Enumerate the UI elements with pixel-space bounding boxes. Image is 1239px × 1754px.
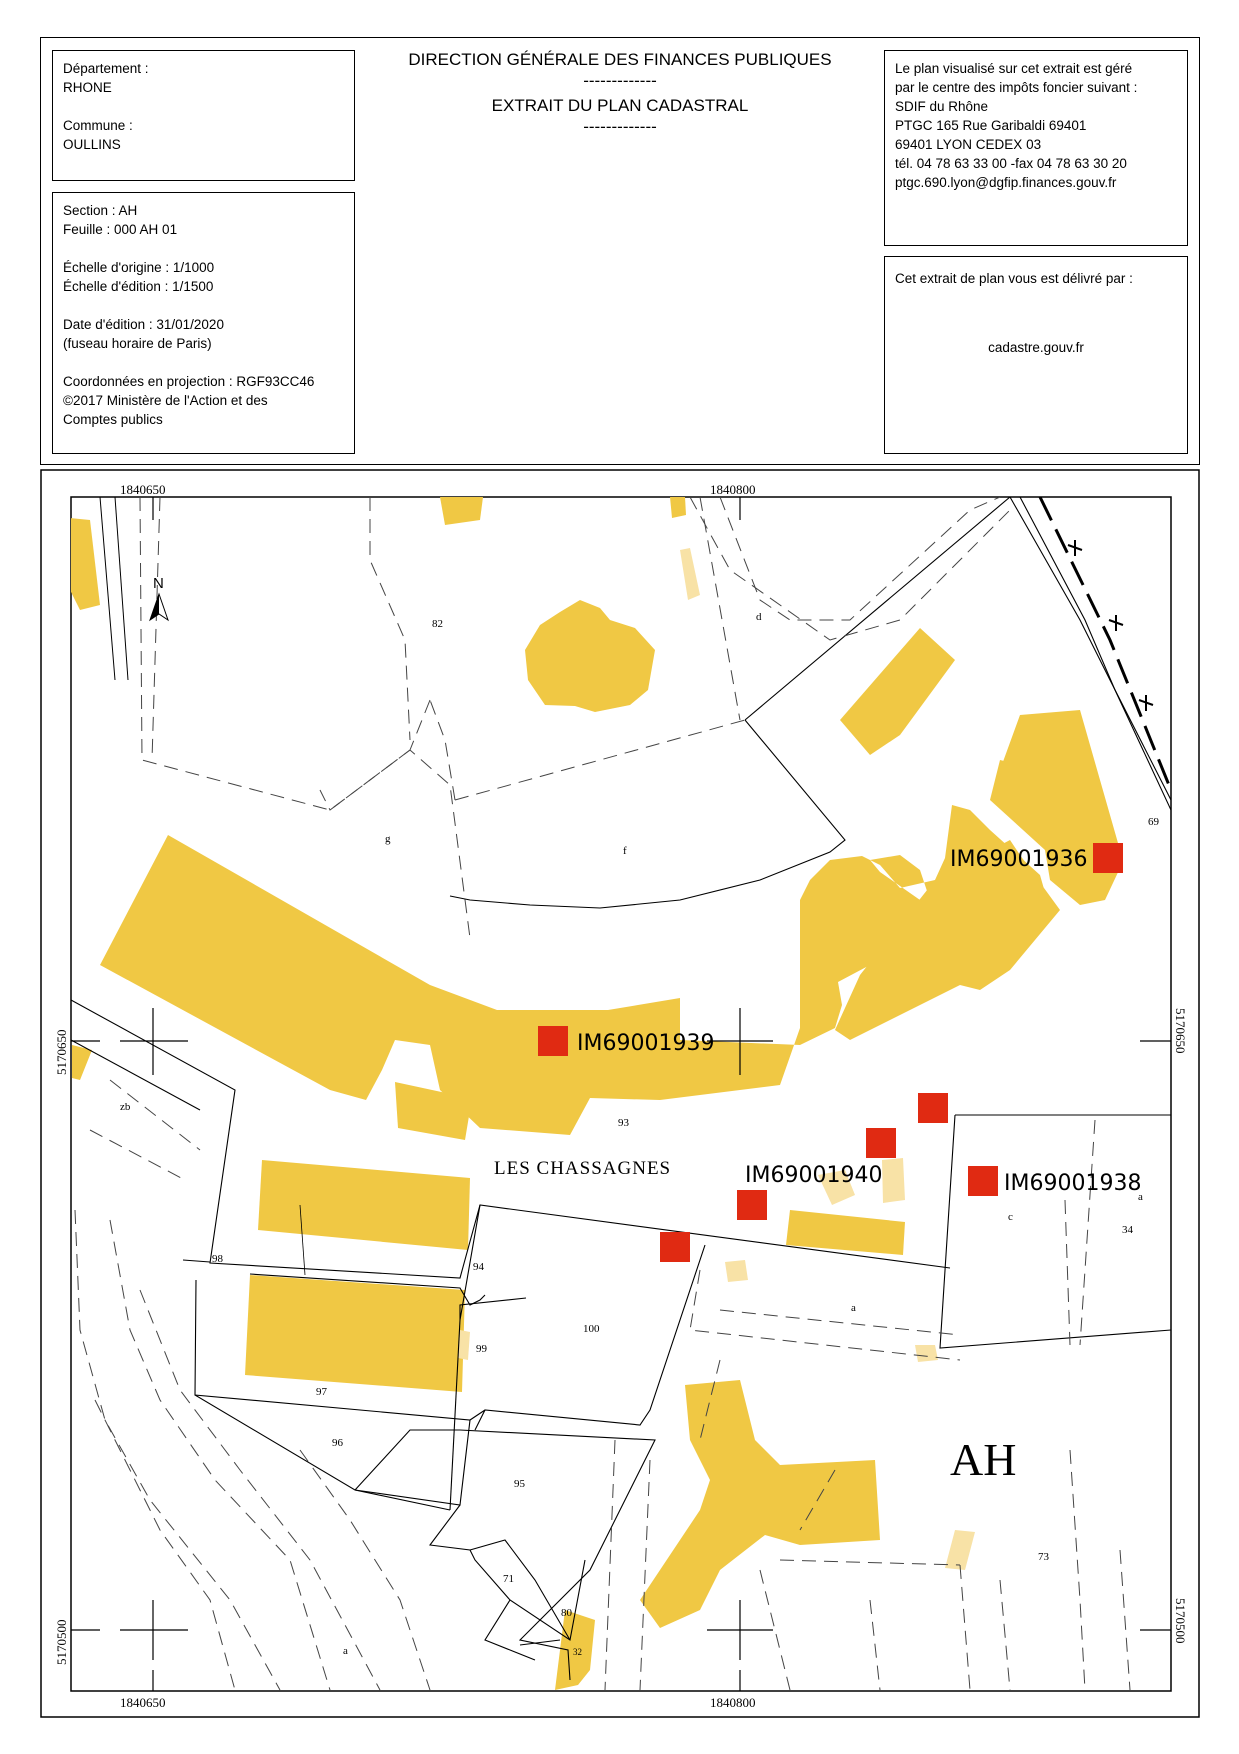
title-separator-1: ------------- bbox=[583, 71, 657, 90]
coord-x-left-bottom: 1840650 bbox=[120, 1695, 166, 1710]
marker-square[interactable] bbox=[737, 1190, 767, 1220]
coord-y-lower-left: 5170500 bbox=[54, 1619, 69, 1665]
copyright-line-1: ©2017 Ministère de l'Action et des bbox=[63, 393, 268, 408]
parcel-label: f bbox=[623, 845, 627, 857]
parcel-label: 82 bbox=[432, 618, 443, 630]
departement-label: Département : bbox=[63, 61, 149, 76]
parcel-label: 80 bbox=[561, 1607, 572, 1619]
parcel-label: 34 bbox=[1122, 1224, 1133, 1236]
building bbox=[670, 497, 686, 518]
parcel-label: a bbox=[1138, 1191, 1143, 1203]
tax-center-line-1: Le plan visualisé sur cet extrait est géré bbox=[895, 61, 1133, 76]
copyright-line-2: Comptes publics bbox=[63, 412, 163, 427]
parcel-label: 93 bbox=[618, 1117, 629, 1129]
marker-label: IM69001939 bbox=[577, 1031, 715, 1056]
tax-center-line-6: tél. 04 78 63 33 00 -fax 04 78 63 30 20 bbox=[895, 156, 1127, 171]
marker-square[interactable] bbox=[918, 1093, 948, 1123]
parcel-label: 71 bbox=[503, 1573, 514, 1585]
parcel-label: 99 bbox=[476, 1343, 487, 1355]
marker-square[interactable] bbox=[1093, 843, 1123, 873]
marker-label: IM69001940 bbox=[745, 1163, 883, 1188]
marker-label: IM69001936 bbox=[950, 847, 1088, 872]
commune-value: OULLINS bbox=[63, 137, 121, 152]
parcel-label: zb bbox=[120, 1101, 131, 1113]
building bbox=[245, 1275, 465, 1392]
parcel-label: 98 bbox=[212, 1253, 223, 1265]
north-label: N bbox=[153, 575, 164, 592]
parcel-label: 94 bbox=[473, 1261, 484, 1273]
parcel-label: 69 bbox=[1148, 816, 1159, 828]
coord-x-right-top: 1840800 bbox=[710, 482, 756, 497]
coordonnees-text: Coordonnées en projection : RGF93CC46 bbox=[63, 374, 315, 389]
coord-y-upper-left: 5170650 bbox=[54, 1029, 69, 1075]
parcel-label: 32 bbox=[573, 1647, 582, 1657]
section-text: Section : AH bbox=[63, 203, 138, 218]
parcel-label: 95 bbox=[514, 1478, 525, 1490]
tax-center-line-2: par le centre des impôts foncier suivant : bbox=[895, 80, 1138, 95]
parcel-label: a bbox=[851, 1302, 856, 1314]
building-annex bbox=[882, 1158, 905, 1203]
marker-square[interactable] bbox=[968, 1166, 998, 1196]
page-title: DIRECTION GÉNÉRALE DES FINANCES PUBLIQUES bbox=[408, 50, 832, 69]
delivery-site: cadastre.gouv.fr bbox=[988, 340, 1084, 355]
parcel-label: 96 bbox=[332, 1437, 343, 1449]
commune-label: Commune : bbox=[63, 118, 133, 133]
parcel-label: d bbox=[756, 611, 762, 623]
fuseau-text: (fuseau horaire de Paris) bbox=[63, 336, 212, 351]
marker-square[interactable] bbox=[660, 1232, 690, 1262]
tax-center-line-5: 69401 LYON CEDEX 03 bbox=[895, 137, 1042, 152]
coord-x-right-bottom: 1840800 bbox=[710, 1695, 756, 1710]
parcel-label: a bbox=[343, 1645, 348, 1657]
parcel-label: 73 bbox=[1038, 1551, 1049, 1563]
tax-center-email: ptgc.690.lyon@dgfip.finances.gouv.fr bbox=[895, 175, 1117, 190]
parcel-label: 100 bbox=[583, 1323, 600, 1335]
delivery-label: Cet extrait de plan vous est délivré par : bbox=[895, 271, 1133, 286]
tax-center-line-4: PTGC 165 Rue Garibaldi 69401 bbox=[895, 118, 1087, 133]
parcel-label: 97 bbox=[316, 1386, 327, 1398]
echelle-edition-text: Échelle d'édition : 1/1500 bbox=[63, 279, 214, 294]
page-subtitle: EXTRAIT DU PLAN CADASTRAL bbox=[491, 96, 749, 115]
departement-value: RHONE bbox=[63, 80, 112, 95]
echelle-origine-text: Échelle d'origine : 1/1000 bbox=[63, 260, 215, 275]
coord-y-lower-right: 5170500 bbox=[1173, 1598, 1188, 1644]
marker-square[interactable] bbox=[866, 1128, 896, 1158]
tax-center-line-3: SDIF du Rhône bbox=[895, 99, 989, 114]
marker-square[interactable] bbox=[538, 1026, 568, 1056]
coord-x-left-top: 1840650 bbox=[120, 482, 166, 497]
marker-label: IM69001938 bbox=[1004, 1171, 1142, 1196]
title-separator-2: ------------- bbox=[583, 117, 657, 136]
coord-y-upper-right: 5170650 bbox=[1173, 1008, 1188, 1054]
building-annex bbox=[915, 1345, 938, 1362]
feuille-text: Feuille : 000 AH 01 bbox=[63, 222, 178, 237]
place-name: LES CHASSAGNES bbox=[494, 1158, 672, 1179]
building-annex bbox=[725, 1260, 748, 1282]
parcel-label: c bbox=[1008, 1211, 1013, 1223]
building-annex bbox=[458, 1330, 470, 1360]
date-edition-text: Date d'édition : 31/01/2020 bbox=[63, 317, 224, 332]
section-label: AH bbox=[950, 1434, 1017, 1485]
parcel-label: g bbox=[385, 833, 391, 845]
